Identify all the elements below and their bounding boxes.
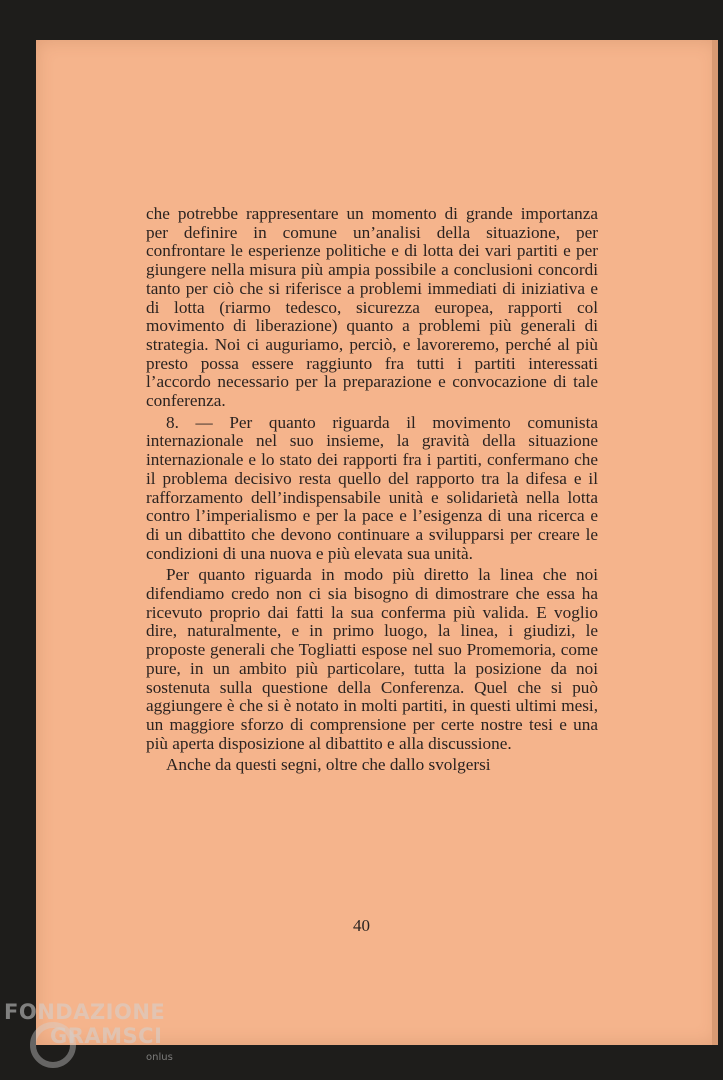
paragraph-closing: Anche da questi segni, oltre che dallo svolgersi — [166, 755, 491, 775]
watermark-logo — [4, 1000, 165, 1048]
watermark-subtitle: onlus — [146, 1052, 173, 1063]
body-text — [146, 205, 598, 778]
page-edge — [712, 40, 718, 1045]
paragraph-section-8: 8. — Per quanto riguarda il movimento comunista internazionale nel suo insieme, la gravità della situazione internazionale e lo stato dei rapporti fra i partiti, confermano che il problema decisivo resta quello del rapporto tra la difesa e il rafforzamento dell’indispensabile unità e solidarietà nella lotta contro l’imperialismo e per la pace e l’esigenza di una ricerca e di un dibattito che devono continuare a svilupparsi per creare le condizioni di una nuova e più elevata sua unità. — [146, 412, 598, 563]
paragraph-linea: Per quanto riguarda in modo più diretto la linea che noi difendiamo credo non ci sia bisogno di dimostrare che essa ha ricevuto proprio dai fatti la sua conferma più valida. E voglio dire, naturalmente, e in primo luogo, la linea, i giudizi, le proposte generali che Togliatti espose nel suo Promemoria, come pure, in un ambito più particolare, tutta la posizione da noi sostenuta sulla questione della Conferenza. Quel che si può aggiungere è che si è notato in molti partiti, in questi ultimi mesi, un maggiore sforzo di comprensione per certe nostre tesi e una più aperta disposizione al dibattito e alla discussione. — [146, 565, 598, 753]
page-number: 40 — [353, 916, 370, 935]
watermark-line-2: GRAMSCI — [50, 1024, 163, 1048]
watermark-line-1: FONDAZIONE — [4, 1000, 166, 1024]
paragraph-continuation: che potrebbe rappresentare un momento di grande importanza per definire in comune un’analisi della situazione, per confrontare le esperienze politiche e di lotta dei vari partiti e per giungere nella misura più ampia possibile a conclusioni concordi tanto per ciò che si riferisce a problemi immediati di iniziativa e di lotta (riarmo tedesco, sicurezza europea, rapporti col movimento di liberazione) quanto a problemi più generali di strategia. Noi ci auguriamo, perciò, e lavoreremo, perché al più presto possa essere raggiunto fra tutti i partiti interessati l’accordo necessario per la preparazione e convocazione di tale conferenza. — [146, 204, 598, 411]
